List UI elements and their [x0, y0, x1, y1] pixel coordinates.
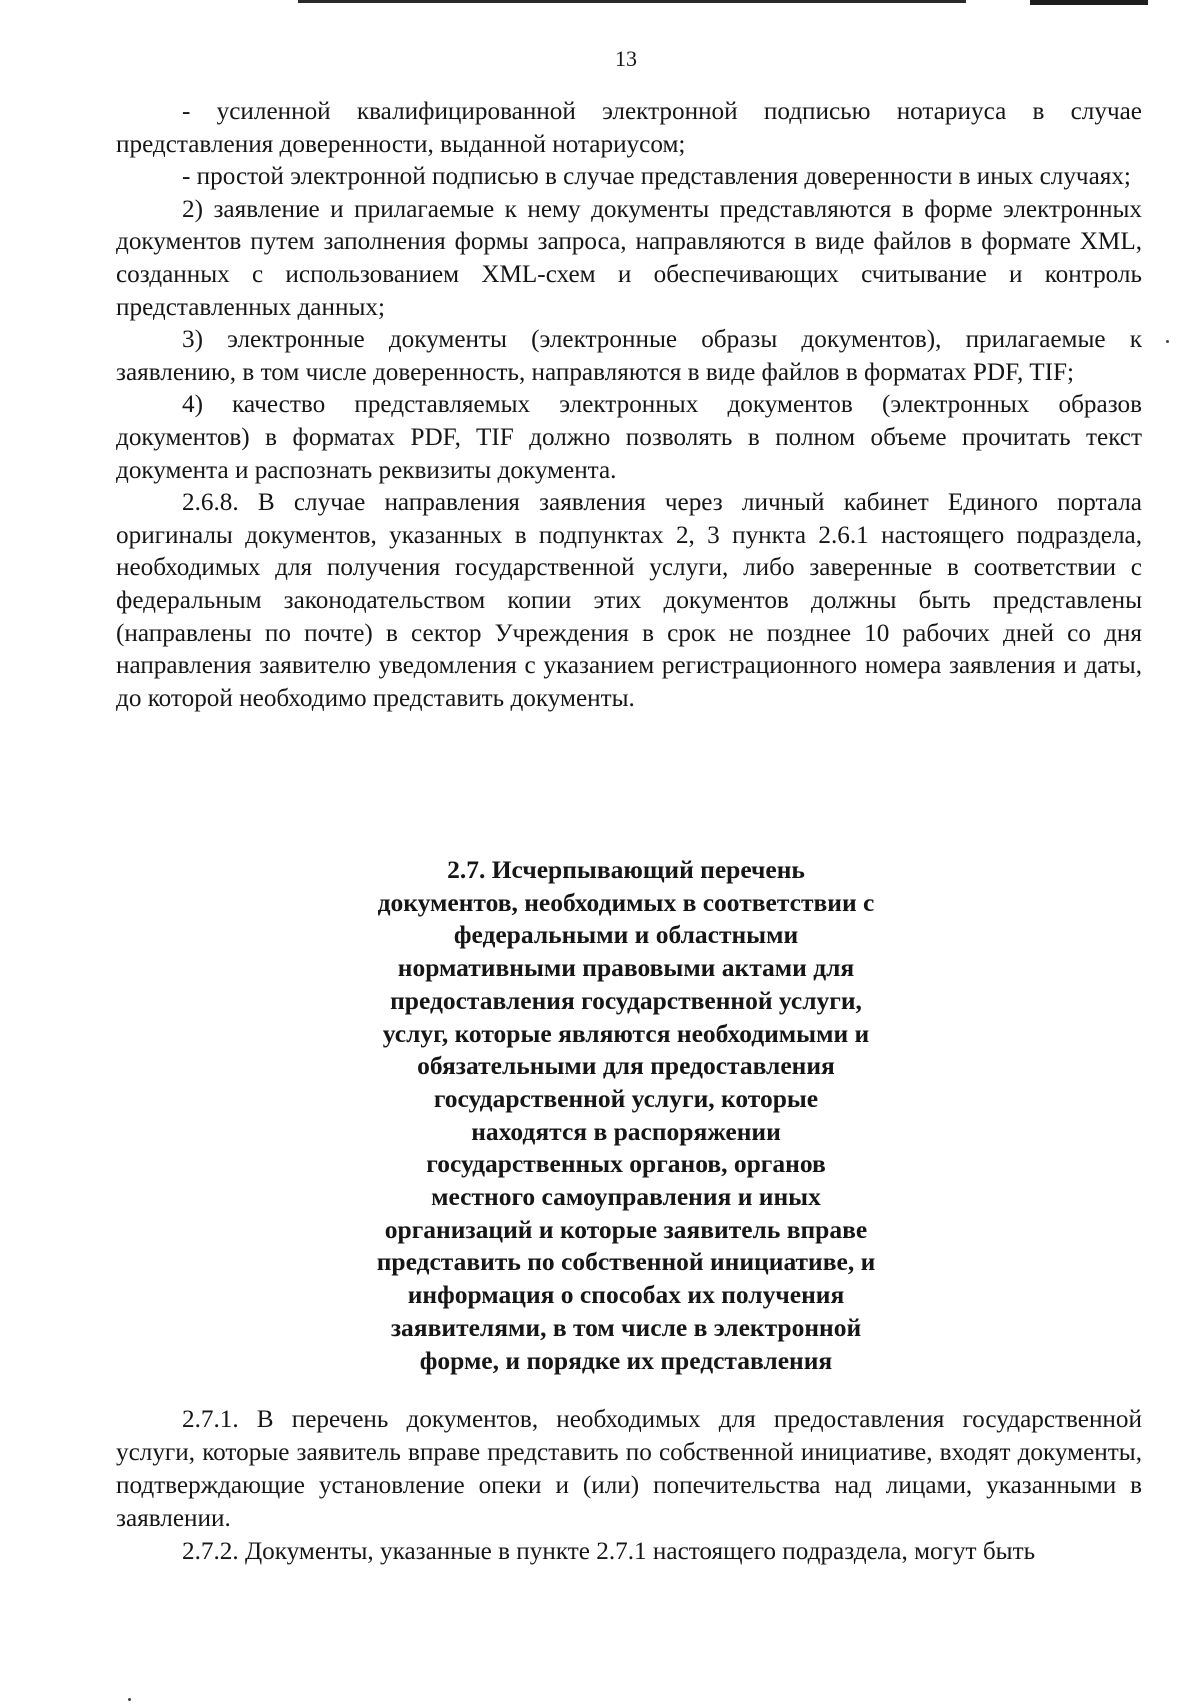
heading-line: находятся в распоряжении	[471, 1116, 781, 1146]
paragraph-2-6-8: 2.6.8. В случае направления заявления через личный кабинет Единого портала оригиналы документов, указанных в подпунктах 2, 3 пункта 2.6.1 настоящего подраздела, необходимых для получения государственной услуги, либо заверенные в соответствии с федеральным законодательством копии этих документов должны быть представлены (направлены по почте) в сектор Учреждения в срок не позднее 10 рабочих дней со дня направления заявителю уведомления с указанием регистрационного номера заявления и даты, до которой необходимо представить документы.	[116, 489, 1142, 712]
paragraph-notary-signature: - усиленной квалифицированной электронной подписью нотариуса в случае представления доверенности, выданной нотариусом;	[116, 98, 1142, 158]
paragraph-item-4: 4) качество представляемых электронных документов (электронных образов документов) в форматах PDF, TIF должно позволять в полном объеме прочитать текст документа и распознать реквизиты документа.	[116, 391, 1142, 484]
heading-line: услуг, которые являются необходимыми и	[382, 1018, 870, 1048]
heading-line: 2.7. Исчерпывающий перечень	[447, 855, 805, 884]
heading-line: государственных органов, органов	[426, 1149, 826, 1179]
heading-line: федеральными и областными	[453, 920, 799, 950]
heading-line: документов, необходимых в соответствии с	[377, 887, 875, 917]
heading-line: нормативными правовыми актами для	[397, 953, 855, 983]
section-heading-2-7	[300, 854, 952, 1377]
heading-line: предоставления государственной услуги,	[390, 985, 862, 1015]
scan-speck	[128, 1698, 131, 1701]
paragraph-item-2: 2) заявление и прилагаемые к нему документы представляются в форме электронных документов путем заполнения формы запроса, направляются в виде файлов в формате XML, созданных с использованием XML-схем и обеспечивающих считывание и контроль представленных данных;	[116, 195, 1142, 321]
heading-line: организаций и которые заявитель вправе	[384, 1214, 868, 1244]
paragraph-2-7-2: 2.7.2. Документы, указанные в пункте 2.7.1 настоящего подраздела, могут быть	[182, 1538, 1036, 1565]
heading-line: информация о способах их получения	[407, 1280, 845, 1310]
paragraph-2-7-1: 2.7.1. В перечень документов, необходимых для предоставления государственной услуги, которые заявитель вправе представить по собственной инициативе, входят документы, подтверждающие установление опеки и (или) попечительства над лицами, указанными в заявлении.	[116, 1406, 1142, 1532]
paragraph-simple-signature: - простой электронной подписью в случае представления доверенности в иных случаях;	[182, 163, 1131, 191]
scan-edge-mark	[1030, 0, 1148, 5]
heading-line: обязательными для предоставления	[417, 1051, 835, 1081]
heading-line: заявителями, в том числе в электронной	[390, 1312, 862, 1342]
body-text-bottom	[116, 1403, 1142, 1568]
paragraph-item-3: 3) электронные документы (электронные образы документов), прилагаемые к заявлению, в том числе доверенность, направляются в виде файлов в форматах PDF, TIF;	[116, 326, 1142, 386]
heading-line: представить по собственной инициативе, и	[376, 1247, 876, 1277]
heading-line: государственной услуги, которые	[433, 1083, 819, 1113]
heading-line: местного самоуправления и иных	[431, 1182, 821, 1212]
heading-line: форме, и порядке их представления	[419, 1345, 833, 1375]
scan-edge-line	[298, 0, 966, 3]
page-number: 13	[615, 46, 637, 71]
scan-speck	[1166, 340, 1169, 343]
body-text-top	[116, 96, 1142, 715]
